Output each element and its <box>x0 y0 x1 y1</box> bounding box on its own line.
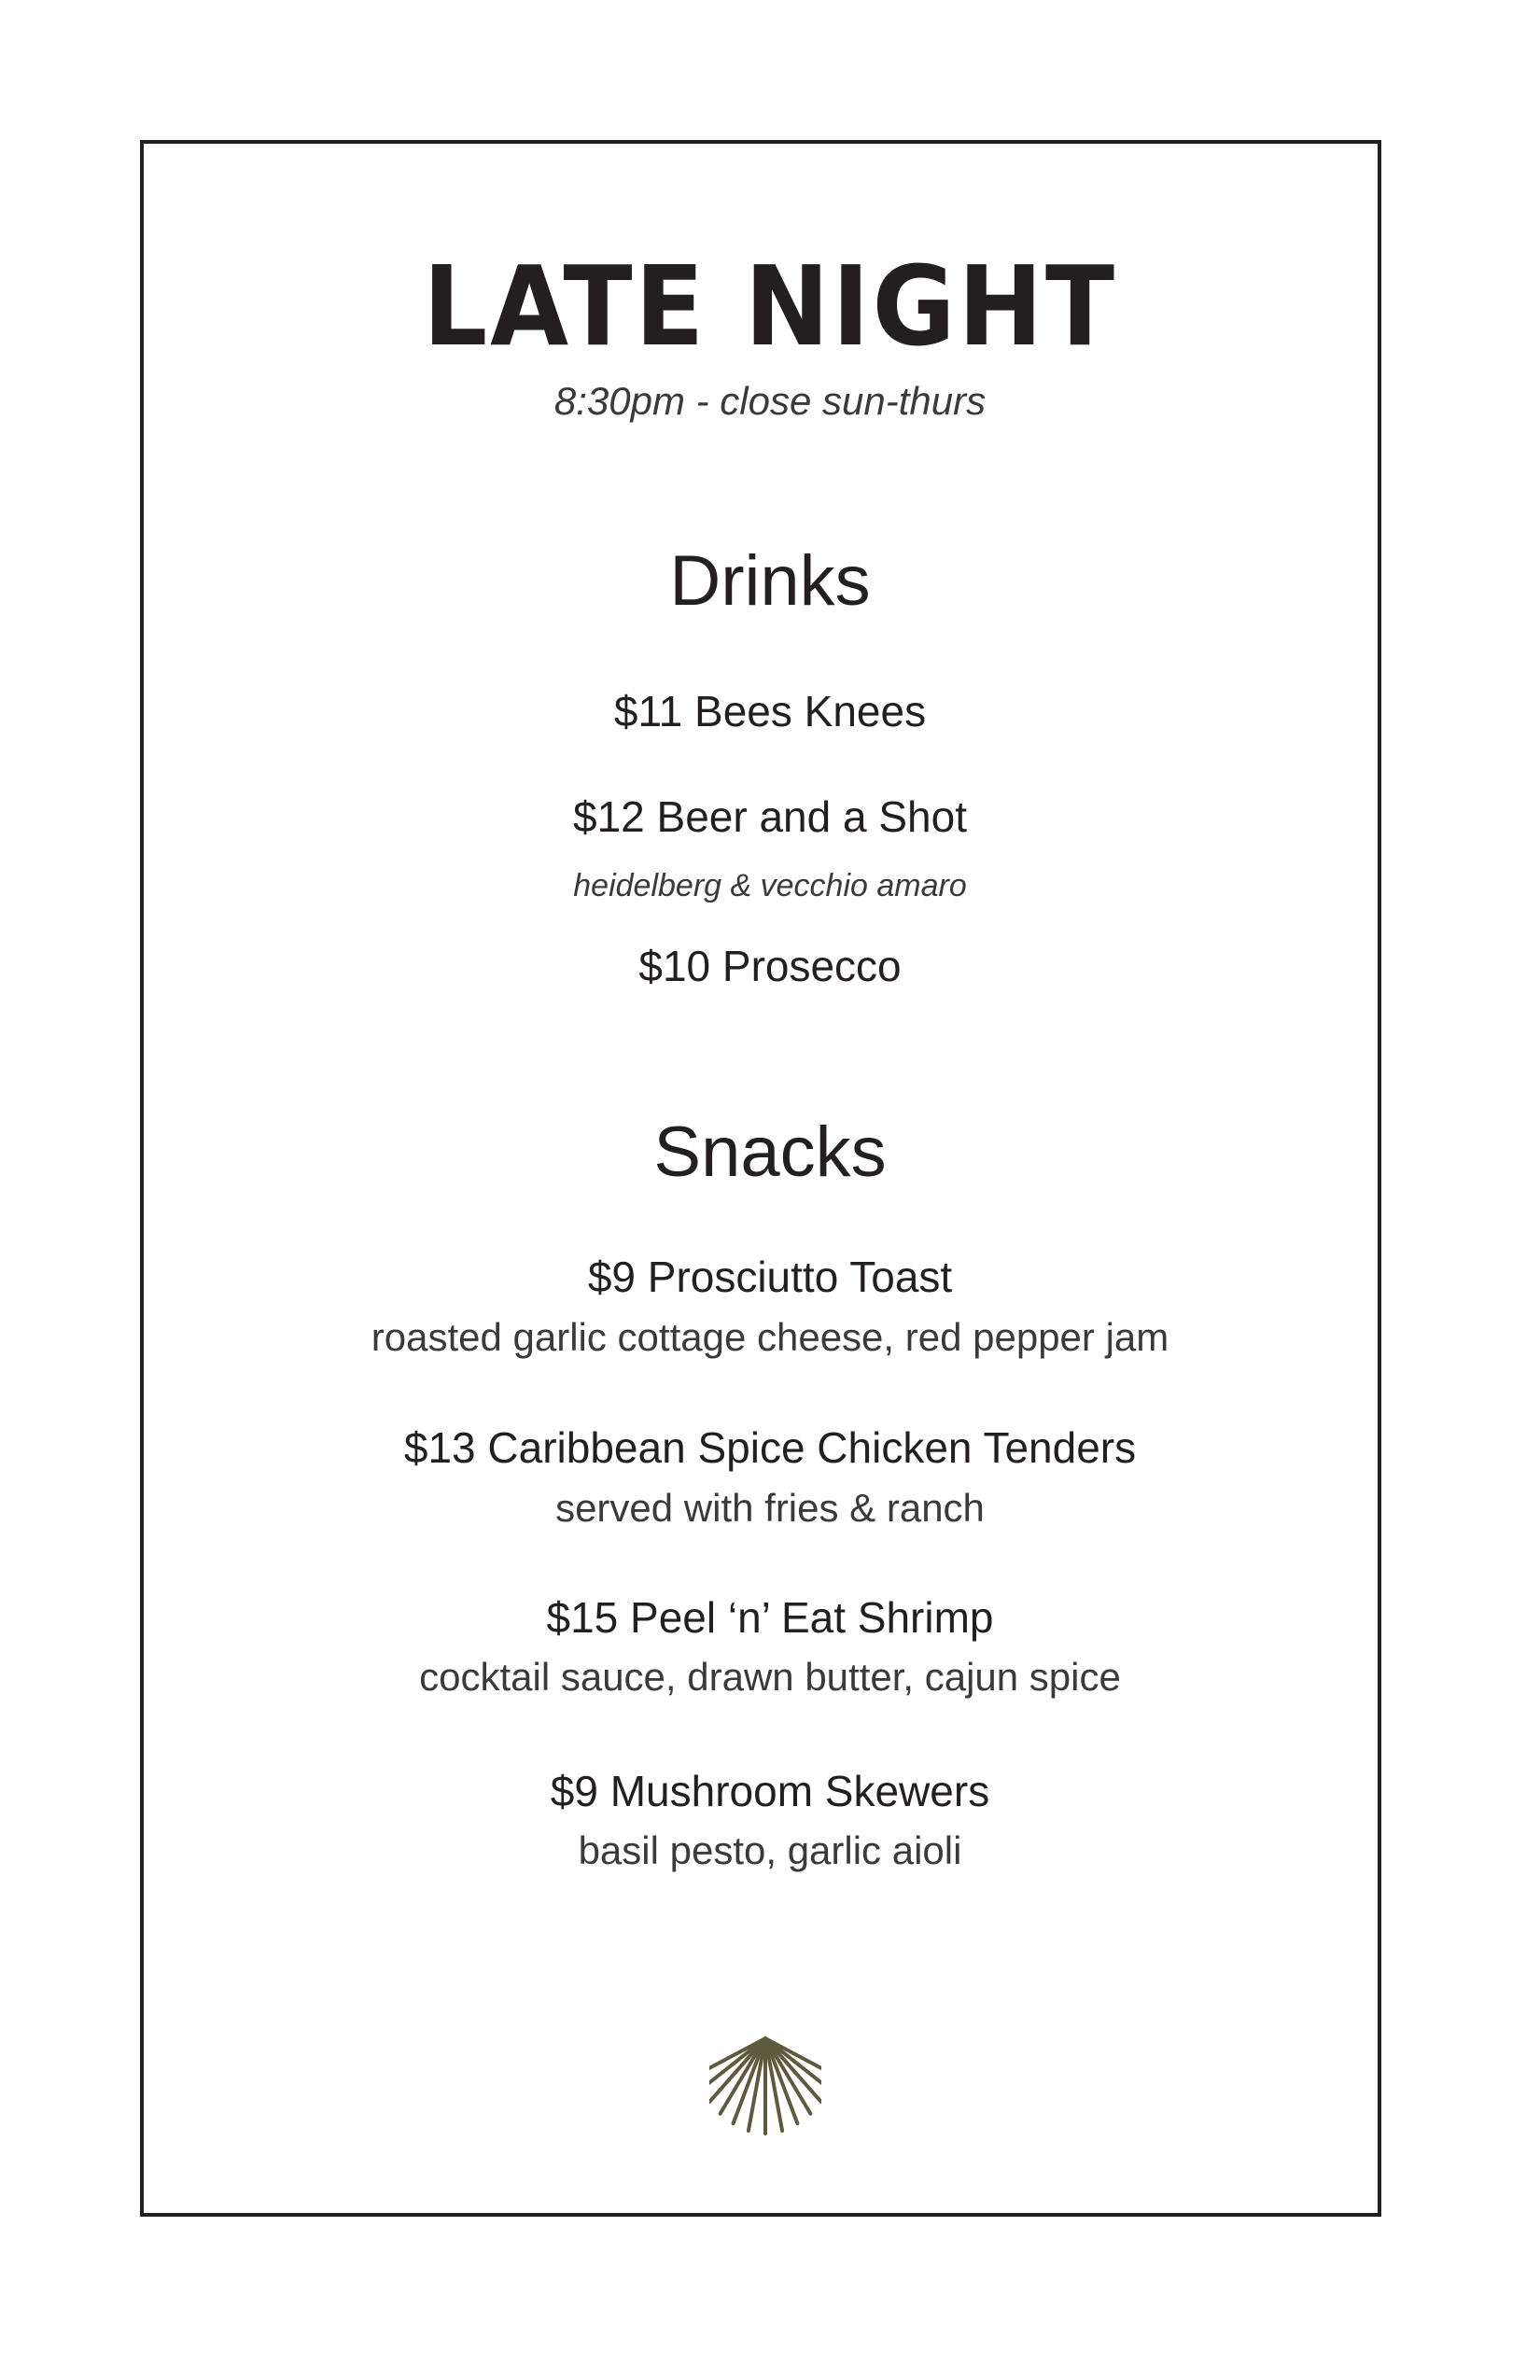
snack-item-prosciutto-toast: $9 Prosciutto Toast <box>587 1253 953 1301</box>
snack-item-mushroom-skewers-description: basil pesto, garlic aioli <box>578 1828 962 1872</box>
drinks-heading: Drinks <box>669 541 871 621</box>
snack-item-chicken-tenders-description: served with fries & ranch <box>555 1486 985 1530</box>
menu-title: LATE NIGHT <box>423 242 1117 371</box>
drink-item-beer-and-shot-description: heidelberg & vecchio amaro <box>573 868 967 903</box>
snack-item-chicken-tenders: $13 Caribbean Spice Chicken Tenders <box>403 1423 1137 1472</box>
snack-item-shrimp-description: cocktail sauce, drawn butter, cajun spice <box>419 1655 1121 1699</box>
fan-leaf-icon <box>709 2035 821 2137</box>
snack-item-mushroom-skewers: $9 Mushroom Skewers <box>550 1767 990 1815</box>
drink-item-bees-knees: $11 Bees Knees <box>613 687 927 735</box>
drink-item-prosecco: $10 Prosecco <box>638 942 902 990</box>
service-hours: 8:30pm - close sun-thurs <box>553 379 987 423</box>
snack-item-shrimp: $15 Peel ‘n’ Eat Shrimp <box>546 1593 994 1642</box>
snacks-heading: Snacks <box>653 1113 887 1192</box>
drink-item-beer-and-shot: $12 Beer and a Shot <box>573 792 967 841</box>
snack-item-prosciutto-toast-description: roasted garlic cottage cheese, red pepper jam <box>371 1315 1169 1359</box>
